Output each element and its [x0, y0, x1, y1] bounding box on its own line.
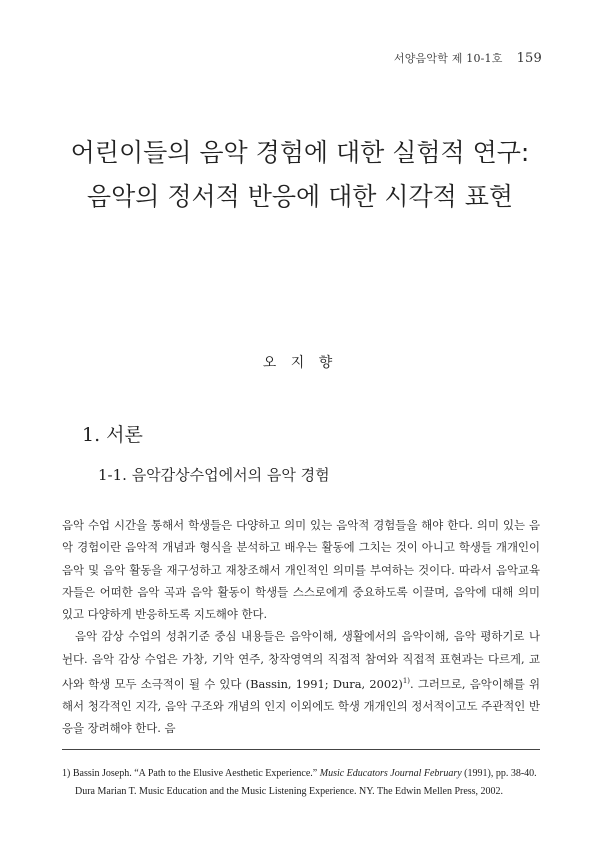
footnote-journal: Music Educators Journal February — [319, 768, 462, 779]
footnote-text-a: 1) Bassin Joseph. “A Path to the Elusive Aesthetic Experience.” — [62, 768, 320, 779]
author-name: 오 지 향 — [262, 355, 338, 371]
section-heading: 1. 서론 — [82, 424, 143, 446]
article-title — [0, 131, 600, 219]
paragraph-2-text-a: 음악 감상 수업의 성취기준 중심 내용들은 음악이해, 생활에서의 음악이해, 음악 평하기로 나뉜다. 음악 감상 수업은 가창, 기악 연주, 창작영역의 직접적 참여와 직접적 표현과는 다르게, 교사와 학생 모두 소극적이 될 수 있다 (Bassin, 1991; Dura, 2002) — [62, 629, 540, 691]
title-line-2: 음악의 정서적 반응에 대한 시각적 표현 — [86, 182, 514, 211]
page-number: 159 — [516, 51, 542, 66]
paragraph-2 — [62, 625, 540, 739]
footnote-reference[interactable]: 1) — [402, 677, 411, 686]
paragraph-1: 음악 수업 시간을 통해서 학생들은 다양하고 의미 있는 음악적 경험들을 해야 한다. 의미 있는 음악 경험이란 음악적 개념과 형식을 분석하고 배우는 활동에 그치는 것이 아니고 학생들 개개인이 음악 및 음악 활동을 재구성하고 재창조해서 개인적인 의미를 부여하는 것이다. 따라서 음악교육자들은 어떠한 음악 곡과 음악 활동이 학생들 스스로에게 중요하도록 이끌며, 음악에 대해 의미 있고 다양하게 반응하도록 지도해야 한다. — [62, 518, 540, 622]
body-text — [62, 514, 540, 740]
footnote-divider — [62, 749, 540, 750]
running-head — [394, 50, 542, 66]
footnote-1 — [62, 765, 540, 801]
footnote-text-b: (1991), pp. 38-40. Dura Marian T. Music Education and the Music Listening Experience. NY. The Edwin Mellen Press, 2002. — [75, 768, 537, 797]
paragraph-2-text-b: . 그러므로, 음악이해를 위해서 청각적인 지각, 음악 구조와 개념의 인지 이외에도 학생 개개인의 정서적이고도 주관적인 반응을 장려해야 한다. 음 — [62, 676, 540, 736]
journal-name: 서양음악학 제 10-1호 — [393, 52, 503, 65]
title-line-1: 어린이들의 음악 경험에 대한 실험적 연구: — [70, 138, 530, 167]
subsection-heading: 1-1. 음악감상수업에서의 음악 경험 — [98, 466, 330, 484]
